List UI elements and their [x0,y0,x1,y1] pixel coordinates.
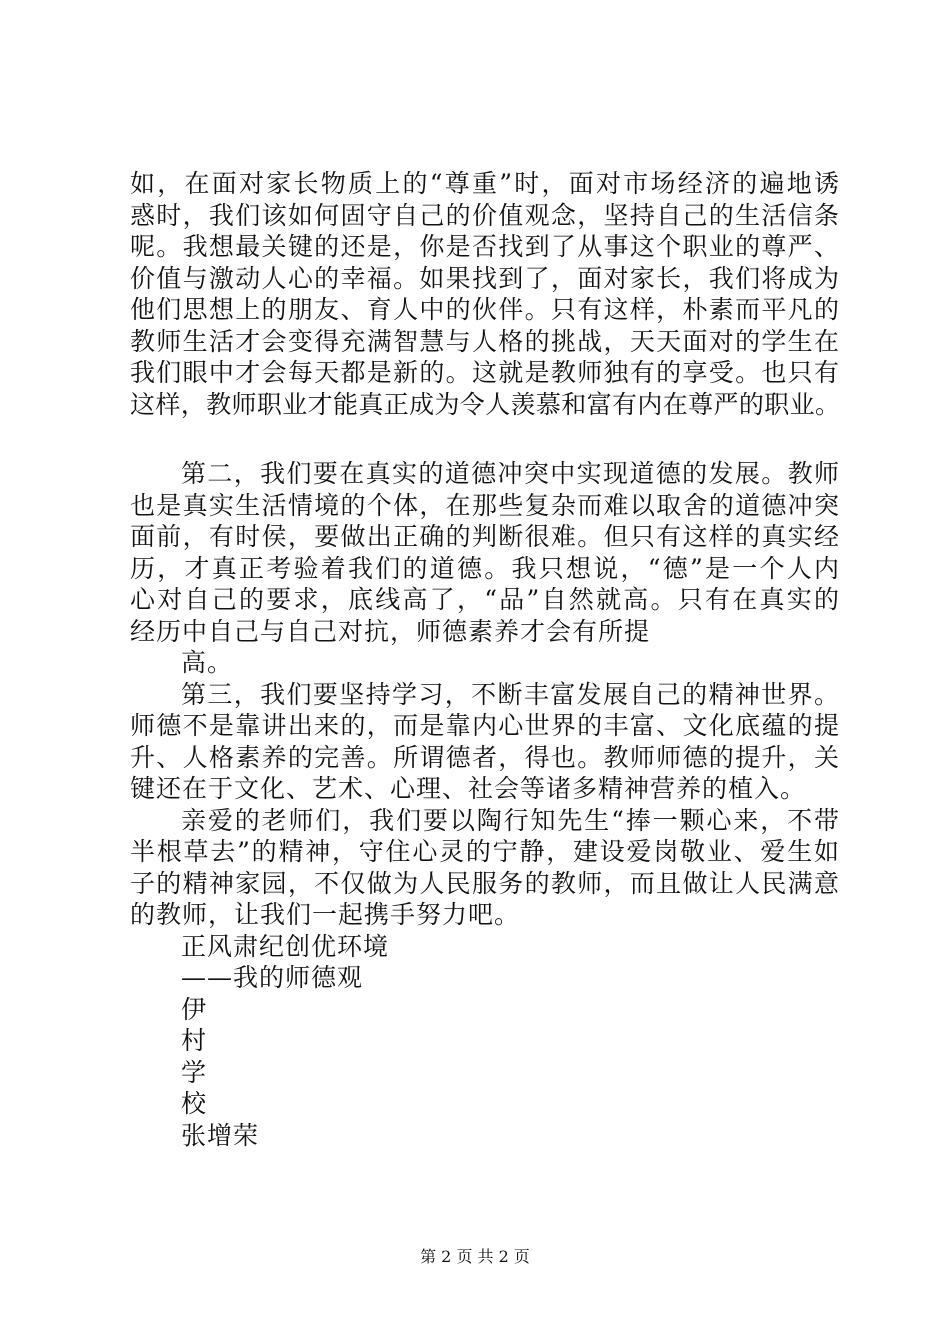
text-line: 经历中自己与自己对抗，师德素养才会有所提 [130,616,651,646]
document-body [130,168,840,1151]
school-char: 学 [181,1057,208,1087]
closing-title: 正风肃纪创优环境 [181,931,390,961]
closing-block [130,931,840,1152]
paragraph-1 [130,168,840,420]
text-line: 呢。我想最关键的还是，你是否找到了从事这个职业的尊严、 [130,232,840,261]
page-footer: 第 2 页 共 2 页 [420,1247,530,1266]
text-line: 子的精神家园，不仅做为人民服务的教师，而且做让人民满意 [130,868,840,898]
text-line: 亲爱的老师们，我们要以陶行知先生“捧一颗心来，不带 [181,805,840,835]
school-char: 伊 [181,994,208,1024]
text-line: 这样，教师职业才能真正成为令人羡慕和富有内在尊严的职业。 [130,389,840,419]
text-line: 惑时，我们该如何固守自己的价值观念，坚持自己的生活信条 [130,200,840,230]
closing-subtitle: ——我的师德观 [181,963,364,992]
text-line: 也是真实生活情境的个体，在那些复杂而难以取舍的道德冲突 [130,490,840,520]
text-line: 的教师，让我们一起携手努力吧。 [130,900,521,929]
paragraph-gap [130,420,840,458]
text-line: 教师生活才会变得充满智慧与人格的挑战，天天面对的学生在 [130,326,840,356]
paragraph-3 [130,679,840,805]
text-line: 我们眼中才会每天都是新的。这就是教师独有的享受。也只有 [130,358,840,387]
text-line: 价值与激动人心的幸福。如果找到了，面对家长，我们将成为 [130,263,840,293]
text-line: 第二，我们要在真实的道德冲突中实现道德的发展。教师 [181,459,840,488]
text-line: 键还在于文化、艺术、心理、社会等诸多精神营养的植入。 [130,774,807,803]
text-line: 面前，有时侯，要做出正确的判断很难。但只有这样的真实经 [130,522,840,551]
school-char: 校 [181,1089,208,1118]
text-line: 高。 [181,648,234,677]
paragraph-2 [130,458,840,679]
paragraph-4 [130,805,840,931]
text-line: 如，在面对家长物质上的“尊重”时，面对市场经济的遍地诱 [130,169,840,198]
text-line: 升、人格素养的完善。所谓德者，得也。教师师德的提升，关 [130,742,840,772]
school-char: 村 [181,1026,208,1055]
author-name: 张增荣 [181,1120,260,1150]
text-line: 历，才真正考验着我们的道德。我只想说，“德”是一个人内 [130,553,840,583]
text-line: 心对自己的要求，底线高了，“品”自然就高。只有在真实的 [130,585,840,614]
text-line: 半根草去”的精神，守住心灵的宁静，建设爱岗敬业、爱生如 [130,837,840,866]
text-line: 他们思想上的朋友、育人中的伙伴。只有这样，朴素而平凡的 [130,295,840,324]
text-line: 师德不是靠讲出来的，而是靠内心世界的丰富、文化底蕴的提 [130,711,840,740]
text-line: 第三，我们要坚持学习，不断丰富发展自己的精神世界。 [181,679,840,709]
